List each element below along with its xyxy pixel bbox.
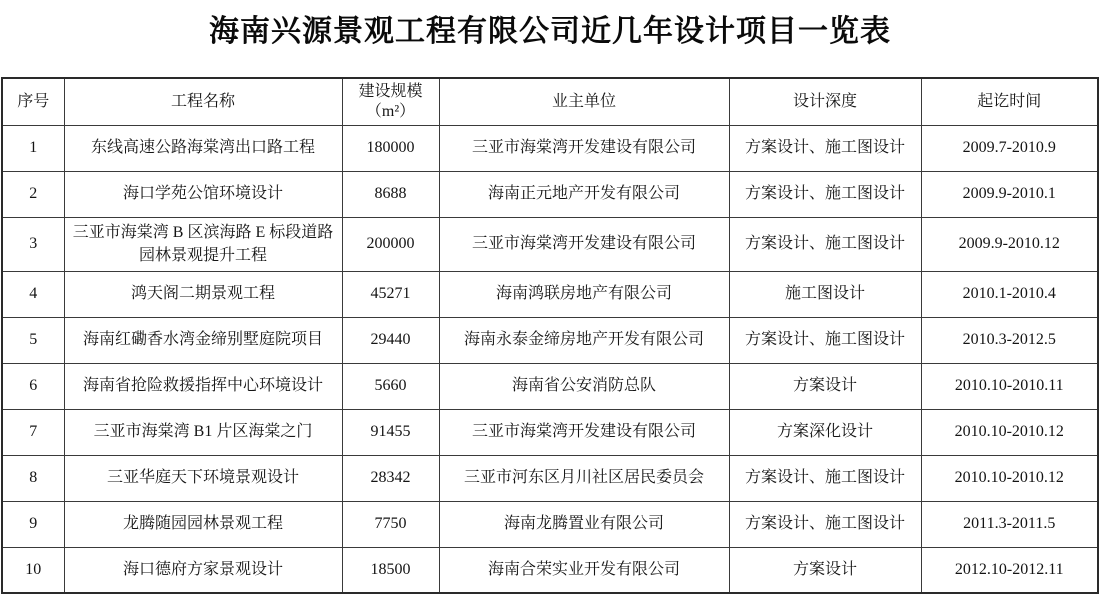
cell-project-name: 三亚市海棠湾 B 区滨海路 E 标段道路园林景观提升工程 (64, 217, 342, 271)
cell-seq: 9 (2, 501, 64, 547)
cell-time-range: 2011.3-2011.5 (921, 501, 1098, 547)
header-design-depth: 设计深度 (729, 78, 921, 125)
cell-seq: 6 (2, 363, 64, 409)
cell-design-depth: 方案设计、施工图设计 (729, 217, 921, 271)
cell-design-depth: 方案设计、施工图设计 (729, 317, 921, 363)
cell-owner: 三亚市海棠湾开发建设有限公司 (439, 125, 729, 171)
cell-scale: 180000 (342, 125, 439, 171)
header-time-range: 起讫时间 (921, 78, 1098, 125)
header-owner: 业主单位 (439, 78, 729, 125)
cell-design-depth: 施工图设计 (729, 271, 921, 317)
table-row (2, 547, 1098, 593)
header-scale-line2: （m²） (365, 102, 416, 120)
cell-seq: 3 (2, 217, 64, 271)
cell-time-range: 2010.10-2010.12 (921, 409, 1098, 455)
cell-owner: 三亚市河东区月川社区居民委员会 (439, 455, 729, 501)
cell-project-name: 三亚华庭天下环境景观设计 (64, 455, 342, 501)
cell-owner: 海南省公安消防总队 (439, 363, 729, 409)
header-seq: 序号 (2, 78, 64, 125)
table-row (2, 409, 1098, 455)
table-row (2, 271, 1098, 317)
cell-seq: 10 (2, 547, 64, 593)
cell-project-name: 海口德府方家景观设计 (64, 547, 342, 593)
cell-seq: 2 (2, 171, 64, 217)
header-scale (342, 78, 439, 125)
table-header-row (2, 78, 1098, 125)
table-row (2, 171, 1098, 217)
cell-scale: 91455 (342, 409, 439, 455)
header-project-name: 工程名称 (64, 78, 342, 125)
cell-project-name: 海南省抢险救援指挥中心环境设计 (64, 363, 342, 409)
table-row (2, 455, 1098, 501)
cell-scale: 28342 (342, 455, 439, 501)
table-row (2, 363, 1098, 409)
cell-seq: 1 (2, 125, 64, 171)
cell-time-range: 2012.10-2012.11 (921, 547, 1098, 593)
cell-owner: 海南鸿联房地产有限公司 (439, 271, 729, 317)
cell-owner: 三亚市海棠湾开发建设有限公司 (439, 409, 729, 455)
cell-time-range: 2010.10-2010.12 (921, 455, 1098, 501)
cell-project-name: 鸿天阁二期景观工程 (64, 271, 342, 317)
cell-owner: 海南合荣实业开发有限公司 (439, 547, 729, 593)
cell-scale: 7750 (342, 501, 439, 547)
cell-scale: 8688 (342, 171, 439, 217)
cell-scale: 45271 (342, 271, 439, 317)
cell-project-name: 海南红磡香水湾金缔别墅庭院项目 (64, 317, 342, 363)
page-title: 海南兴源景观工程有限公司近几年设计项目一览表 (209, 15, 891, 48)
cell-scale: 200000 (342, 217, 439, 271)
cell-scale: 18500 (342, 547, 439, 593)
cell-time-range: 2010.3-2012.5 (921, 317, 1098, 363)
cell-owner: 海南永泰金缔房地产开发有限公司 (439, 317, 729, 363)
cell-time-range: 2010.10-2010.11 (921, 363, 1098, 409)
table-row (2, 501, 1098, 547)
cell-seq: 5 (2, 317, 64, 363)
cell-design-depth: 方案设计、施工图设计 (729, 501, 921, 547)
cell-scale: 29440 (342, 317, 439, 363)
cell-seq: 4 (2, 271, 64, 317)
cell-design-depth: 方案设计、施工图设计 (729, 171, 921, 217)
cell-project-name: 三亚市海棠湾 B1 片区海棠之门 (64, 409, 342, 455)
cell-owner: 三亚市海棠湾开发建设有限公司 (439, 217, 729, 271)
cell-owner: 海南正元地产开发有限公司 (439, 171, 729, 217)
cell-time-range: 2009.9-2010.1 (921, 171, 1098, 217)
cell-design-depth: 方案深化设计 (729, 409, 921, 455)
cell-design-depth: 方案设计、施工图设计 (729, 125, 921, 171)
cell-scale: 5660 (342, 363, 439, 409)
table-row (2, 125, 1098, 171)
cell-time-range: 2009.9-2010.12 (921, 217, 1098, 271)
cell-project-name: 龙腾随园园林景观工程 (64, 501, 342, 547)
cell-seq: 7 (2, 409, 64, 455)
cell-seq: 8 (2, 455, 64, 501)
cell-design-depth: 方案设计、施工图设计 (729, 455, 921, 501)
cell-time-range: 2010.1-2010.4 (921, 271, 1098, 317)
table-row (2, 317, 1098, 363)
cell-time-range: 2009.7-2010.9 (921, 125, 1098, 171)
header-scale-line1: 建设规模 (358, 82, 423, 100)
cell-design-depth: 方案设计 (729, 363, 921, 409)
projects-table (1, 77, 1099, 594)
cell-project-name: 东线高速公路海棠湾出口路工程 (64, 125, 342, 171)
cell-project-name: 海口学苑公馆环境设计 (64, 171, 342, 217)
cell-design-depth: 方案设计 (729, 547, 921, 593)
cell-owner: 海南龙腾置业有限公司 (439, 501, 729, 547)
table-row (2, 217, 1098, 271)
